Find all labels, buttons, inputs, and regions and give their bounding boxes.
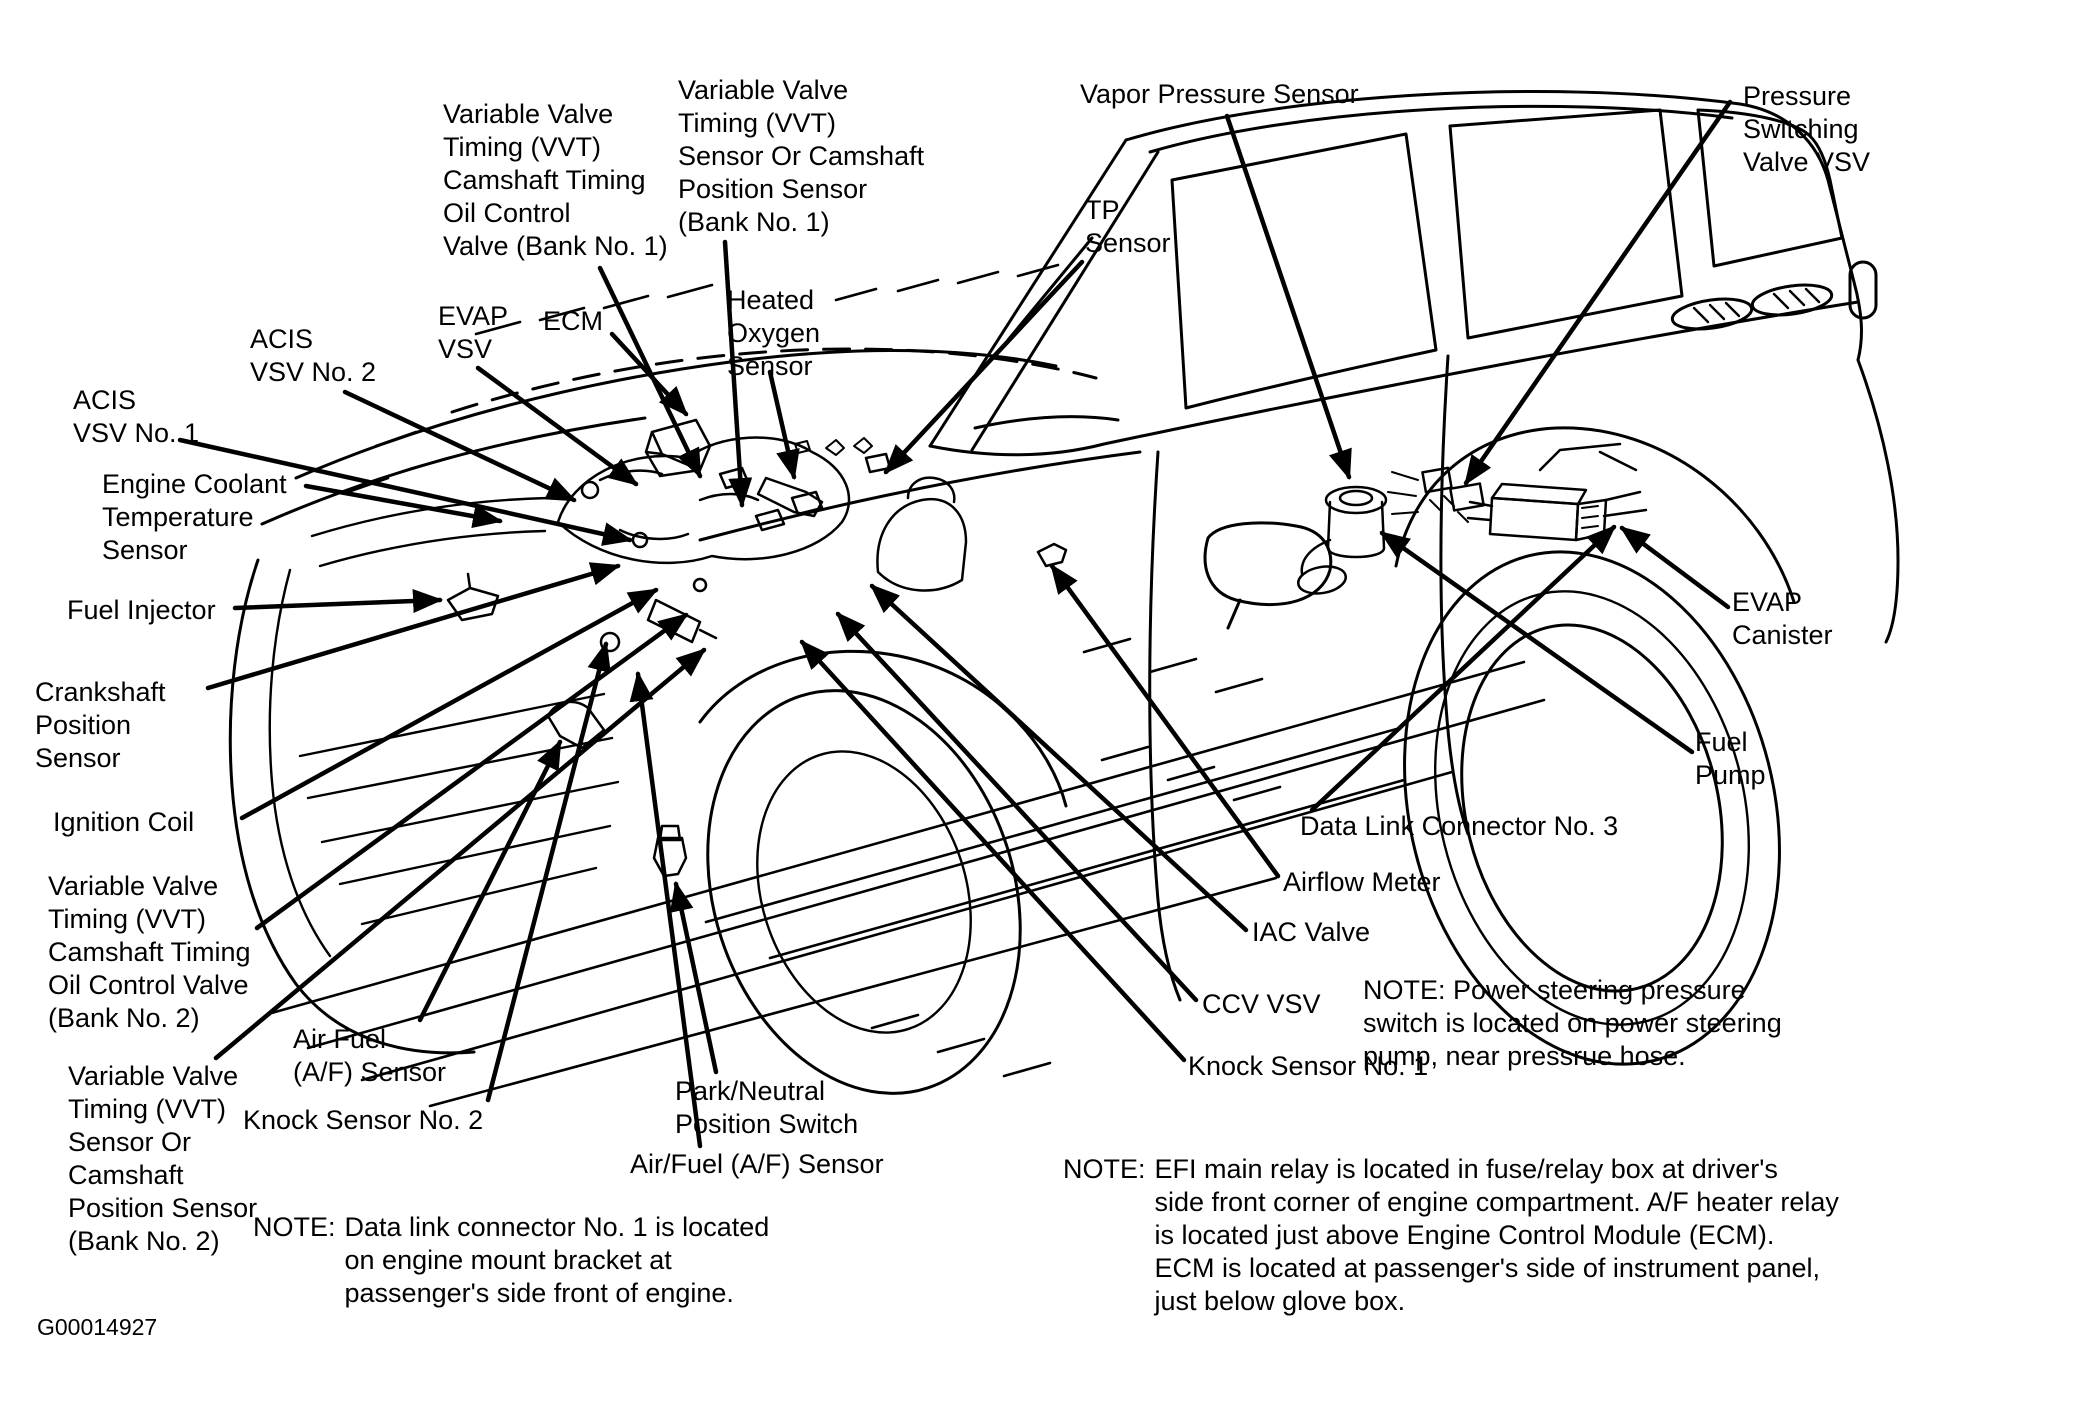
label-airflow-meter: [1283, 866, 1441, 899]
label-line: Vapor Pressure Sensor: [1080, 79, 1359, 109]
fuel-pump-sender-icon: [1296, 487, 1386, 597]
label-line: IAC Valve: [1252, 917, 1371, 947]
note-line: is located just above Engine Control Module (ECM).: [1154, 1220, 1775, 1250]
label-line: Temperature: [102, 502, 254, 532]
label-line: Variable Valve: [443, 99, 614, 129]
leader-ccv-vsv: [838, 614, 1196, 1000]
figure-number: G00014927: [37, 1314, 158, 1340]
label-line: VSV No. 2: [250, 357, 377, 387]
label-line: Heated: [727, 285, 815, 315]
label-line: Knock Sensor No. 1: [1188, 1051, 1429, 1081]
label-acis-vsv-no2: [250, 323, 376, 389]
leader-knock-sensor-no1: [802, 642, 1184, 1060]
note-text: [1363, 974, 1782, 1073]
leader-pressure-switching-valve-vsv: [1466, 102, 1730, 483]
label-crankshaft-position-sensor: [35, 676, 166, 775]
label-line: Position Switch: [675, 1109, 859, 1139]
label-line: Position Sensor: [68, 1193, 258, 1223]
evap-canister-icon: [1468, 444, 1646, 540]
label-line: Sensor: [727, 351, 813, 381]
label-line: Oil Control Valve: [48, 970, 249, 1000]
label-pressure-switching-valve-vsv: [1743, 80, 1870, 179]
leader-park-neutral-position-switch: [676, 884, 716, 1072]
label-line: (Bank No. 2): [48, 1003, 200, 1033]
label-line: VSV No. 1: [73, 418, 200, 448]
label-line: Switching: [1743, 114, 1859, 144]
tp-sensor-icon: [1038, 544, 1066, 566]
label-line: TP: [1085, 195, 1120, 225]
label-line: Timing (VVT): [48, 904, 207, 934]
leader-crankshaft-position-sensor: [208, 566, 618, 688]
note-line: ECM is located at passenger's side of instrument panel,: [1154, 1253, 1821, 1283]
engine-components: [448, 420, 1066, 876]
label-line: ACIS: [250, 324, 314, 354]
note-line: switch is located on power steering: [1363, 1008, 1782, 1038]
label-line: Oxygen: [727, 318, 821, 348]
label-evap-canister: [1732, 586, 1833, 652]
note-text: [1155, 1153, 1839, 1318]
label-line: ECM: [543, 306, 603, 336]
label-heated-oxygen-sensor: [727, 284, 820, 383]
label-line: Camshaft: [68, 1160, 184, 1190]
label-line: Valve (Bank No. 1): [443, 231, 668, 261]
label-line: Sensor: [35, 743, 121, 773]
label-line: VSV: [438, 334, 493, 364]
label-line: (A/F) Sensor: [293, 1057, 447, 1087]
note-power-steering-pressure-switch: [1363, 974, 1782, 1073]
note-line: on engine mount bracket at: [344, 1245, 672, 1275]
label-line: Canister: [1732, 620, 1833, 650]
label-line: Pump: [1695, 760, 1766, 790]
leader-ecm: [612, 334, 686, 414]
label-line: Air/Fuel (A/F) Sensor: [630, 1149, 884, 1179]
label-vvt-sensor-bank1: [678, 74, 924, 239]
leader-vapor-pressure-sensor: [1227, 116, 1349, 477]
label-line: (Bank No. 2): [68, 1226, 220, 1256]
note-line: side front corner of engine compartment. A/F heater relay: [1154, 1187, 1839, 1217]
note-line: Data link connector No. 1 is located: [344, 1212, 770, 1242]
label-data-link-connector-no3: [1300, 810, 1618, 843]
label-line: Timing (VVT): [678, 108, 837, 138]
label-line: Ignition Coil: [53, 807, 195, 837]
door-handle-icon: [1670, 281, 1833, 334]
label-evap-vsv: [438, 300, 508, 366]
note-text: [345, 1211, 770, 1310]
label-ecm: [543, 305, 603, 338]
label-line: Fuel Injector: [67, 595, 216, 625]
note-prefix: NOTE:: [253, 1212, 336, 1242]
label-line: Camshaft Timing: [48, 937, 251, 967]
note-line: pump, near pressrue hose.: [1363, 1041, 1686, 1071]
label-line: (Bank No. 1): [678, 207, 830, 237]
label-tp-sensor: [1085, 194, 1171, 260]
note-efi-main-relay: [1063, 1153, 1839, 1318]
label-line: Sensor: [102, 535, 188, 565]
label-vvt-sensor-bank2: [68, 1060, 257, 1258]
label-line: CCV VSV: [1202, 989, 1321, 1019]
leader-knock-sensor-no2: [488, 644, 606, 1100]
label-vapor-pressure-sensor: [1080, 78, 1359, 111]
label-air-fuel-af-sensor: [293, 1023, 446, 1089]
label-knock-sensor-no2: [243, 1104, 483, 1137]
label-park-neutral-position-switch: [675, 1075, 858, 1141]
leader-fuel-injector: [235, 600, 440, 608]
label-line: Timing (VVT): [443, 132, 602, 162]
label-line: Fuel: [1695, 727, 1748, 757]
label-line: Air Fuel: [293, 1024, 387, 1054]
label-line: Airflow Meter: [1283, 867, 1441, 897]
note-prefix: NOTE:: [1063, 1154, 1146, 1184]
leader-vvt-sensor-bank2: [216, 650, 704, 1058]
label-line: EVAP: [1732, 587, 1803, 617]
label-fuel-pump: [1695, 726, 1766, 792]
note-line: passenger's side front of engine.: [344, 1278, 734, 1308]
leader-evap-canister: [1622, 528, 1728, 607]
label-line: Sensor Or: [68, 1127, 192, 1157]
label-line: ACIS: [73, 385, 137, 415]
label-line: Oil Control: [443, 198, 571, 228]
label-line: Variable Valve: [68, 1061, 239, 1091]
note-line: EFI main relay is located in fuse/relay box at driver's: [1154, 1154, 1778, 1184]
label-air-fuel-af-sensor-front: [630, 1148, 884, 1181]
label-vvt-oil-control-valve-bank2: [48, 870, 251, 1035]
label-line: Sensor Or Camshaft: [678, 141, 925, 171]
label-line: Position Sensor: [678, 174, 868, 204]
label-line: Sensor: [1085, 228, 1171, 258]
quarter-panel-slot: [1850, 262, 1876, 318]
label-vvt-oil-control-valve-bank1: [443, 98, 668, 263]
fuel-tank-components: [1296, 444, 1646, 597]
label-line: Variable Valve: [678, 75, 849, 105]
label-line: EVAP: [438, 301, 509, 331]
label-ccv-vsv: [1202, 988, 1321, 1021]
label-line: Camshaft Timing: [443, 165, 646, 195]
label-line: Data Link Connector No. 3: [1300, 811, 1619, 841]
label-line: Park/Neutral: [675, 1076, 826, 1106]
label-line: Crankshaft: [35, 677, 166, 707]
leader-heated-oxygen-sensor: [770, 372, 794, 477]
label-iac-valve: [1252, 916, 1370, 949]
label-fuel-injector: [67, 594, 216, 627]
note-data-link-connector-no1: [253, 1211, 769, 1310]
label-line: Variable Valve: [48, 871, 219, 901]
hatch-dashes: [348, 265, 1280, 1076]
label-line: Valve VSV: [1743, 147, 1871, 177]
label-line: Pressure: [1743, 81, 1852, 111]
label-line: Position: [35, 710, 132, 740]
label-engine-coolant-temperature-sensor: [102, 468, 287, 567]
label-ignition-coil: [53, 806, 194, 839]
label-line: Knock Sensor No. 2: [243, 1105, 484, 1135]
note-line: NOTE: Power steering pressure: [1363, 975, 1746, 1005]
note-line: just below glove box.: [1154, 1286, 1406, 1316]
label-line: Timing (VVT): [68, 1094, 227, 1124]
leader-ignition-coil: [242, 590, 656, 818]
leader-vvt-oil-control-valve-bank2: [257, 615, 686, 928]
label-acis-vsv-no1: [73, 384, 199, 450]
label-line: Engine Coolant: [102, 469, 287, 499]
leader-fuel-pump: [1382, 533, 1692, 752]
